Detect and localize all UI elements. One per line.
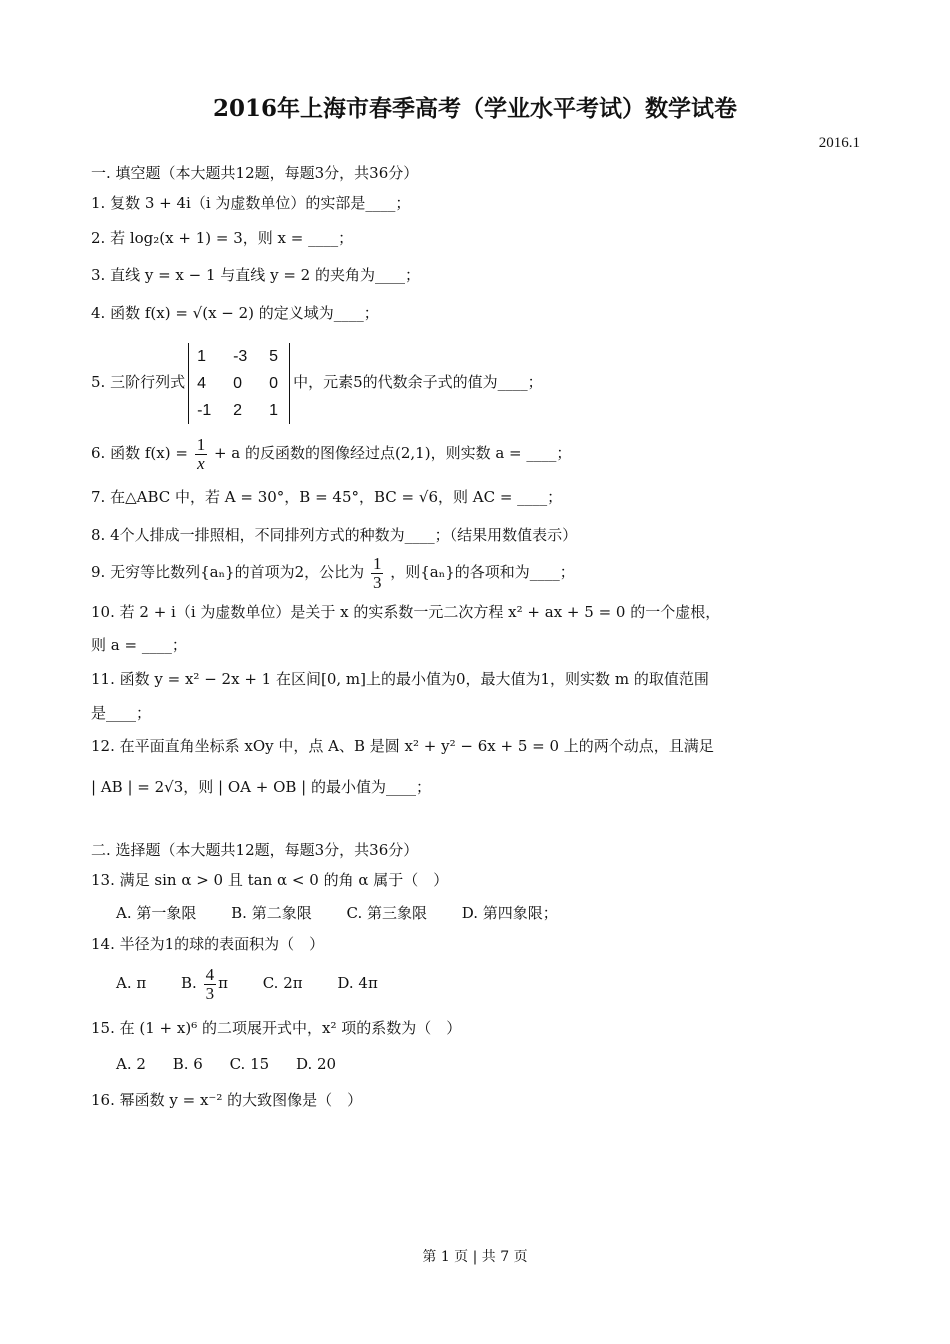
question-6 [91,433,571,473]
section-fill-in-heading: 一. 填空题（本大题共12题，每题3分，共36分） [91,164,419,182]
exam-date: 2016.1 [818,135,860,151]
question-9-prefix: 9. 无穷等比数列{aₙ}的首项为2，公比为 [91,563,365,581]
question-11-line-1: 11. 函数 y = x² − 2x + 1 在区间[0, m]上的最小值为0，最大值为1，则实数 m 的取值范围 [91,670,709,688]
question-16: 16. 幂函数 y = x⁻² 的大致图像是（ ） [91,1091,363,1109]
question-15: 15. 在 (1 + x)⁶ 的二项展开式中，x² 项的系数为（ ） [91,1019,462,1037]
question-12-line-2: | AB | = 2√3，则 | OA + OB | 的最小值为____； [91,778,431,796]
question-9 [91,552,575,592]
option-c: C. 15 [229,1055,270,1073]
pi-symbol: π [218,974,228,992]
option-b: B. 6 [172,1055,203,1073]
matrix-cell: -3 [233,347,248,365]
page-footer: 第 1 页 | 共 7 页 [422,1249,528,1265]
option-a: A. 第一象限 [116,904,197,922]
denominator: x [197,453,205,473]
option-c: C. 第三象限 [346,904,427,922]
question-5-prefix: 5. 三阶行列式 [91,373,186,391]
matrix-cell: 0 [233,374,242,392]
question-10-line-2: 则 a = ____； [91,636,187,654]
numerator: 1 [372,553,382,573]
matrix-cell: 2 [233,401,242,419]
numerator: 1 [196,434,206,454]
question-14-options [116,963,408,1003]
option-a: A. 2 [116,1055,146,1073]
matrix-cell: 5 [269,347,278,365]
option-b: B. 第二象限 [231,904,312,922]
question-10-line-1: 10. 若 2 + i（i 为虚数单位）是关于 x 的实系数一元二次方程 x² + ax + 5 = 0 的一个虚根， [91,603,721,621]
fraction [371,555,384,592]
matrix-cell: 4 [197,374,206,392]
question-11-line-2: 是____； [91,704,152,722]
question-6-prefix: 6. 函数 f(x) = [91,444,188,462]
denominator: 3 [372,572,382,592]
section-choice-heading: 二. 选择题（本大题共12题，每题3分，共36分） [91,841,419,859]
matrix-cell: 1 [197,347,206,365]
question-3: 3. 直线 y = x − 1 与直线 y = 2 的夹角为____； [91,266,420,284]
option-b-label: B. [181,974,197,992]
denominator: 3 [205,983,215,1003]
option-d: D. 20 [295,1055,337,1073]
question-6-suffix: + a 的反函数的图像经过点(2,1)，则实数 a = ____； [213,444,572,462]
question-5 [91,341,543,424]
determinant-matrix [188,343,290,424]
option-d: D. 第四象限； [461,904,558,922]
question-9-suffix: ，则{aₙ}的各项和为____； [390,563,575,581]
question-4: 4. 函数 f(x) = √(x − 2) 的定义域为____； [91,304,379,322]
option-b [181,963,228,1003]
matrix-cell: -1 [197,401,212,419]
matrix-cell: 0 [269,374,278,392]
question-13: 13. 满足 sin α > 0 且 tan α < 0 的角 α 属于（ ） [91,871,449,889]
page-title: 2016年上海市春季高考（学业水平考试）数学试卷 [212,95,737,122]
matrix-cell: 1 [269,401,278,419]
question-12-line-1: 12. 在平面直角坐标系 xOy 中，点 A、B 是圆 x² + y² − 6x + 5 = 0 上的两个动点，且满足 [91,737,714,755]
option-a: A. π [116,974,147,992]
fraction [204,966,217,1003]
question-13-options [116,903,588,923]
option-d: D. 4π [337,974,378,992]
question-1: 1. 复数 3 + 4i（i 为虚数单位）的实部是____； [91,194,411,212]
question-8: 8. 4个人排成一排照相，不同排列方式的种数为____；（结果用数值表示） [91,526,578,544]
option-c: C. 2π [262,974,303,992]
question-5-suffix: 中，元素5的代数余子式的值为____； [293,373,543,391]
question-7: 7. 在△ABC 中，若 A = 30°，B = 45°，BC = √6，则 AC = ____； [91,488,563,506]
question-14: 14. 半径为1的球的表面积为（ ） [91,935,325,953]
fraction [195,436,208,473]
question-15-options [116,1054,366,1074]
numerator: 4 [205,964,215,984]
question-2: 2. 若 log₂(x + 1) = 3，则 x = ____； [91,229,354,247]
